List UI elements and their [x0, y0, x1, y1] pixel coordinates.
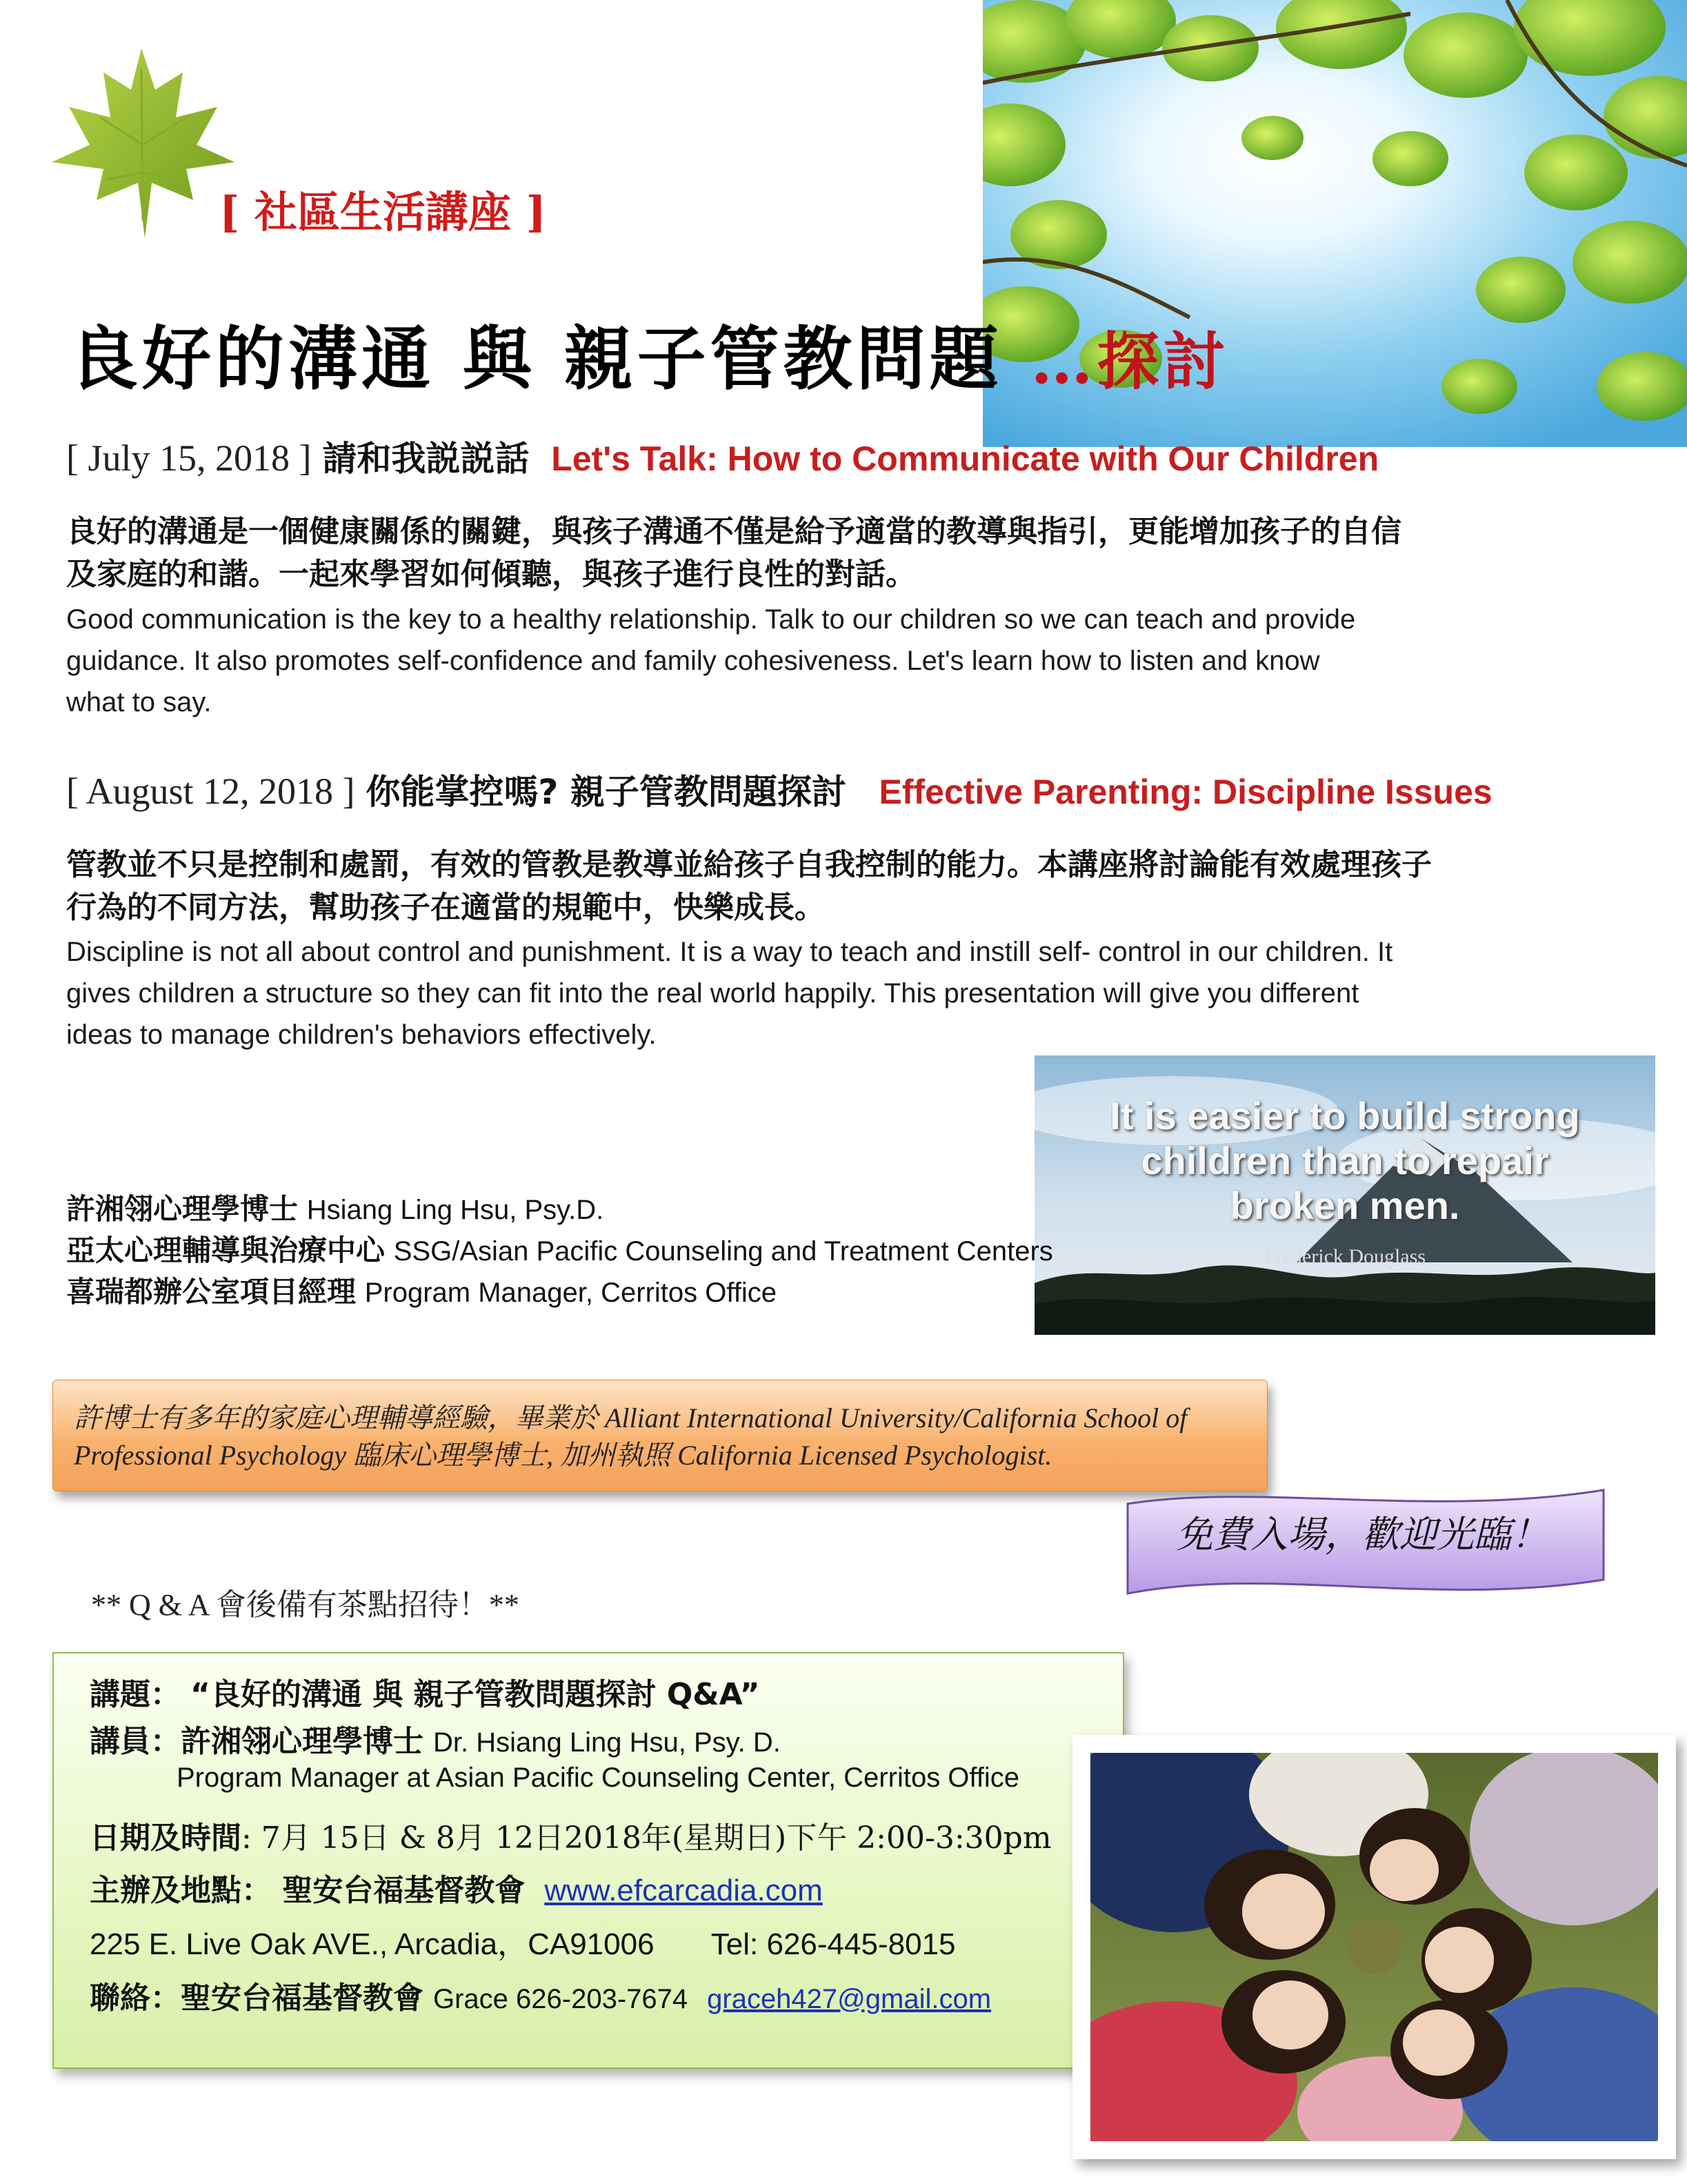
info-host — [90, 1865, 823, 1909]
speaker-value: Dr. Hsiang Ling Hsu, Psy. D. — [433, 1727, 781, 1758]
contact-label: 聯絡：聖安台福基督教會 — [90, 1981, 423, 2016]
session-1-desc-en — [66, 599, 1611, 723]
free-admission-banner — [1121, 1476, 1624, 1607]
speaker-role — [66, 1269, 777, 1311]
quote-line: children than to repair — [1141, 1139, 1549, 1182]
bio-callout — [52, 1380, 1268, 1491]
info-address — [90, 1919, 956, 1963]
info-topic — [90, 1669, 760, 1714]
quote-line: broken men. — [1230, 1184, 1460, 1227]
speaker-role-zh: 喜瑞都辦公室項目經理 — [66, 1275, 357, 1309]
speaker-org — [66, 1228, 1053, 1269]
desc-line: 良好的溝通是一個健康關係的關鍵，與孩子溝通不僅是給予適當的教導與指引，更能增加孩子的自信 — [66, 514, 1401, 549]
topic-label: 講題： — [90, 1677, 181, 1712]
bio-line: 許博士有多年的家庭心理輔導經驗，畢業於 Alliant International University/California School of — [74, 1402, 1188, 1433]
bio-text — [74, 1400, 1260, 1474]
series-label: [ 社區生活講座 ] — [219, 187, 546, 237]
speaker-name — [66, 1187, 603, 1228]
session-2-desc-en — [66, 931, 1611, 1055]
title-accent: …探討 — [1030, 325, 1230, 398]
info-speaker-role — [177, 1759, 1019, 1794]
desc-line: 行為的不同方法，幫助孩子在適當的規範中，快樂成長。 — [66, 890, 825, 925]
speaker-role: Program Manager at Asian Pacific Counseling Center, Cerritos Office — [177, 1763, 1020, 1793]
session-title-zh: 你能掌控嗎? 親子管教問題探討 — [366, 772, 846, 812]
main-title — [69, 304, 1229, 403]
desc-line: Discipline is not all about control and punishment. It is a way to teach and instill self- control in our children. It — [66, 937, 1393, 967]
address: 225 E. Live Oak AVE., Arcadia，CA91006 — [90, 1927, 655, 1961]
quote-line: It is easier to build strong — [1110, 1094, 1580, 1138]
desc-line: Good communication is the key to a healthy relationship. Talk to our children so we can teach and provide — [66, 604, 1356, 635]
desc-line: ideas to manage children's behaviors effectively. — [66, 1020, 657, 1050]
speaker-label: 講員：許湘翎心理學博士 — [90, 1724, 423, 1759]
speaker-role-en: Program Manager, Cerritos Office — [364, 1278, 777, 1308]
contact-email-link[interactable]: graceh427@gmail.com — [707, 1984, 992, 2014]
children-photo — [1072, 1735, 1676, 2159]
host-url-link[interactable]: www.efcarcadia.com — [544, 1874, 823, 1907]
desc-line: what to say. — [66, 687, 212, 717]
info-speaker — [90, 1716, 781, 1760]
desc-line: 及家庭的和諧。一起來學習如何傾聽，與孩子進行良性的對話。 — [66, 557, 916, 592]
quote-mountain-photo — [1035, 1055, 1655, 1335]
session-title-zh: 請和我説説話 — [322, 439, 530, 479]
session-title-en: Let's Talk: How to Communicate with Our Children — [551, 439, 1379, 478]
contact-value: Grace 626-203-7674 — [433, 1984, 688, 2014]
desc-line: 管教並不只是控制和處罰，有效的管教是教導並給孩子自我控制的能力。本講座將討論能有效處理孩子 — [66, 847, 1432, 882]
telephone: Tel: 626-445-8015 — [710, 1927, 956, 1961]
speaker-name-zh: 許湘翎心理學博士 — [66, 1192, 299, 1226]
info-datetime — [90, 1813, 1052, 1857]
speaker-org-en: SSG/Asian Pacific Counseling and Treatment Centers — [393, 1236, 1053, 1267]
topic-value: “良好的溝通 與 親子管教問題探討 Q&A” — [190, 1677, 760, 1712]
host-label: 主辦及地點： 聖安台福基督教會 — [90, 1873, 526, 1908]
session-1-heading — [66, 431, 1379, 481]
banner-text: 免費入場，歡迎光臨！ — [1176, 1513, 1548, 1556]
qa-note: ** Q & A 會後備有茶點招待！** — [91, 1588, 519, 1622]
session-date: [ August 12, 2018 ] — [66, 771, 355, 812]
datetime-label: 日期及時間 — [90, 1820, 241, 1856]
quote-author: Frederick Douglass — [1264, 1245, 1426, 1268]
bio-line: Professional Psychology 臨床心理學博士, 加州執照 California Licensed Psychologist. — [74, 1440, 1052, 1471]
datetime-value: : 7月 15日 & 8月 12日2018年(星期日)下午 2:00-3:30pm — [241, 1820, 1052, 1856]
maple-leaf-icon — [41, 41, 241, 241]
speaker-org-zh: 亞太心理輔導與治療中心 — [66, 1233, 386, 1267]
session-2-desc-zh — [66, 844, 1639, 929]
session-2-heading — [66, 764, 1493, 814]
title-text: 良好的溝通 與 親子管教問題 — [69, 318, 1031, 399]
info-contact — [90, 1973, 991, 2017]
desc-line: guidance. It also promotes self-confidence and family cohesiveness. Let's learn how to listen and know — [66, 646, 1320, 676]
desc-line: gives children a structure so they can fit into the real world happily. This presentation will give you different — [66, 978, 1359, 1009]
session-1-desc-zh — [66, 510, 1639, 596]
session-date: [ July 15, 2018 ] — [66, 437, 312, 479]
session-title-en: Effective Parenting: Discipline Issues — [879, 773, 1493, 811]
speaker-name-en: Hsiang Ling Hsu, Psy.D. — [306, 1195, 604, 1225]
